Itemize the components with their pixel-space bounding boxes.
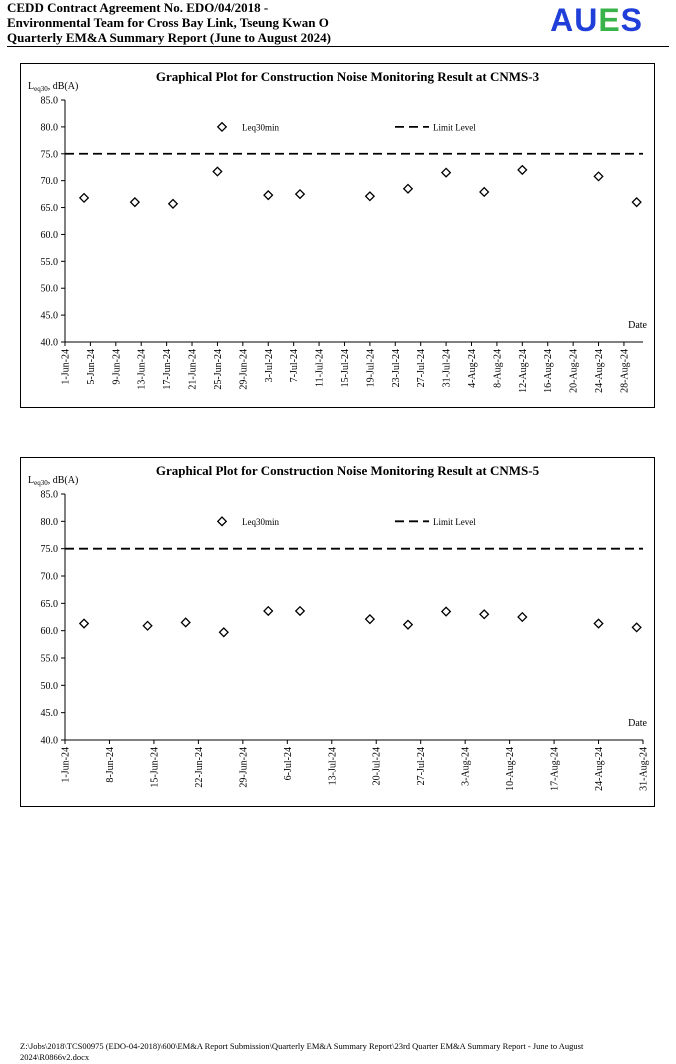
legend-marker <box>218 123 226 131</box>
x-tick-label: 15-Jun-24 <box>149 747 161 788</box>
data-point <box>594 172 602 180</box>
legend-label-leq: Leq30min <box>242 516 279 527</box>
y-tick-label: 55.0 <box>40 256 58 268</box>
y-tick-label: 60.0 <box>40 229 58 241</box>
file-path-footer: Z:\Jobs\2018\TCS00975 (EDO-04-2018)\600\EM&A Report Submission\Quarterly EM&A Summary Report\23rd Quarter EM&A Summary Report - June to August 2024\R0866v2.docx <box>20 1041 584 1062</box>
y-axis-label-rest: , dB(A) <box>47 81 79 92</box>
x-tick-label: 24-Aug-24 <box>594 349 606 393</box>
x-tick-label: 6-Jul-24 <box>282 747 294 781</box>
x-tick-label: 8-Jun-24 <box>104 747 116 783</box>
data-point <box>632 623 640 631</box>
x-tick-label: 1-Jun-24 <box>60 747 72 783</box>
aues-logo <box>550 2 643 38</box>
y-axis-label <box>28 81 78 93</box>
header-contract-line: CEDD Contract Agreement No. EDO/04/2018 - <box>7 0 269 15</box>
x-tick-label: 4-Aug-24 <box>467 349 479 388</box>
report-header <box>7 0 667 46</box>
x-tick-label: 23-Jul-24 <box>390 349 402 388</box>
data-point <box>264 191 272 199</box>
x-tick-label: 29-Jun-24 <box>238 747 250 788</box>
y-axis-label-main: L <box>28 475 35 486</box>
logo-letter-a: A <box>550 2 575 38</box>
legend-label-limit: Limit Level <box>433 122 476 133</box>
x-tick-label: 31-Aug-24 <box>638 747 650 791</box>
x-tick-label: 5-Jun-24 <box>85 349 97 385</box>
x-tick-label: 13-Jun-24 <box>136 349 148 390</box>
data-point <box>181 618 189 626</box>
data-point <box>518 613 526 621</box>
x-axis-title: Date <box>628 718 647 729</box>
data-point <box>169 200 177 208</box>
data-point <box>80 619 88 627</box>
y-tick-label: 85.0 <box>40 95 58 107</box>
x-tick-label: 15-Jul-24 <box>339 349 351 388</box>
y-tick-label: 40.0 <box>40 337 58 349</box>
legend-label-leq: Leq30min <box>242 122 279 133</box>
x-tick-label: 29-Jun-24 <box>238 349 250 390</box>
x-tick-label: 7-Jul-24 <box>289 349 301 383</box>
header-report-line: Quarterly EM&A Summary Report (June to August 2024) <box>7 30 331 45</box>
y-tick-label: 70.0 <box>40 571 58 583</box>
header-team-line: Environmental Team for Cross Bay Link, Tseung Kwan O <box>7 15 329 30</box>
chart-cnms-5-svg <box>20 457 655 807</box>
y-tick-label: 75.0 <box>40 544 58 556</box>
x-tick-label: 21-Jun-24 <box>187 349 199 390</box>
data-point <box>442 607 450 615</box>
x-tick-label: 3-Aug-24 <box>460 747 472 786</box>
y-tick-label: 70.0 <box>40 176 58 188</box>
y-axis-label-rest: , dB(A) <box>47 475 79 486</box>
chart-cnms-5 <box>20 457 655 807</box>
data-point <box>594 619 602 627</box>
x-tick-label: 31-Jul-24 <box>441 349 453 388</box>
y-axis-label-sub: eq30 <box>34 85 48 93</box>
y-tick-label: 45.0 <box>40 708 58 720</box>
x-tick-label: 22-Jun-24 <box>193 747 205 788</box>
x-tick-label: 27-Jul-24 <box>416 349 428 388</box>
y-tick-label: 60.0 <box>40 626 58 638</box>
chart-cnms-3-svg <box>20 63 655 408</box>
chart-cnms-3 <box>20 63 655 408</box>
y-tick-label: 40.0 <box>40 735 58 747</box>
x-tick-label: 12-Aug-24 <box>517 349 529 393</box>
logo-letter-s: S <box>620 2 643 38</box>
x-tick-label: 11-Jul-24 <box>314 349 326 387</box>
y-tick-label: 65.0 <box>40 203 58 215</box>
x-tick-label: 20-Jul-24 <box>371 747 383 786</box>
data-point <box>213 167 221 175</box>
x-axis-title: Date <box>628 320 647 331</box>
y-axis-label <box>28 475 78 487</box>
data-point <box>296 190 304 198</box>
data-point <box>366 192 374 200</box>
x-tick-label: 8-Aug-24 <box>492 349 504 388</box>
data-point <box>404 620 412 628</box>
data-point <box>480 610 488 618</box>
x-tick-label: 25-Jun-24 <box>212 349 224 390</box>
x-tick-label: 27-Jul-24 <box>416 747 428 786</box>
y-tick-label: 85.0 <box>40 489 58 501</box>
logo-letter-u: U <box>574 2 599 38</box>
data-point <box>143 622 151 630</box>
y-axis-label-main: L <box>28 81 35 92</box>
chart-title: Graphical Plot for Construction Noise Monitoring Result at CNMS-5 <box>155 463 540 478</box>
y-tick-label: 80.0 <box>40 516 58 528</box>
header-divider <box>7 46 669 47</box>
y-tick-label: 80.0 <box>40 122 58 134</box>
data-point <box>518 166 526 174</box>
y-tick-label: 65.0 <box>40 598 58 610</box>
data-point <box>442 168 450 176</box>
y-axis-label-sub: eq30 <box>34 479 48 487</box>
y-tick-label: 75.0 <box>40 149 58 161</box>
data-point <box>480 188 488 196</box>
data-point <box>366 615 374 623</box>
x-tick-label: 24-Aug-24 <box>594 747 606 791</box>
data-point <box>80 194 88 202</box>
y-tick-label: 55.0 <box>40 653 58 665</box>
x-tick-label: 17-Aug-24 <box>549 747 561 791</box>
y-tick-label: 50.0 <box>40 680 58 692</box>
data-point <box>296 607 304 615</box>
x-tick-label: 10-Aug-24 <box>505 747 517 791</box>
x-tick-label: 17-Jun-24 <box>162 349 174 390</box>
x-tick-label: 16-Aug-24 <box>543 349 555 393</box>
data-point <box>404 184 412 192</box>
x-tick-label: 3-Jul-24 <box>263 349 275 383</box>
logo-letter-e: E <box>598 2 621 38</box>
x-tick-label: 28-Aug-24 <box>619 349 631 393</box>
y-tick-label: 50.0 <box>40 283 58 295</box>
x-tick-label: 19-Jul-24 <box>365 349 377 388</box>
legend-marker <box>218 517 226 525</box>
x-tick-label: 9-Jun-24 <box>111 349 123 385</box>
x-tick-label: 20-Aug-24 <box>568 349 580 393</box>
data-point <box>131 198 139 206</box>
x-tick-label: 1-Jun-24 <box>60 349 72 385</box>
data-point <box>632 198 640 206</box>
y-tick-label: 45.0 <box>40 310 58 322</box>
legend-label-limit: Limit Level <box>433 516 476 527</box>
x-tick-label: 13-Jul-24 <box>327 747 339 786</box>
data-point <box>220 628 228 636</box>
data-point <box>264 607 272 615</box>
chart-title: Graphical Plot for Construction Noise Monitoring Result at CNMS-3 <box>155 69 540 84</box>
